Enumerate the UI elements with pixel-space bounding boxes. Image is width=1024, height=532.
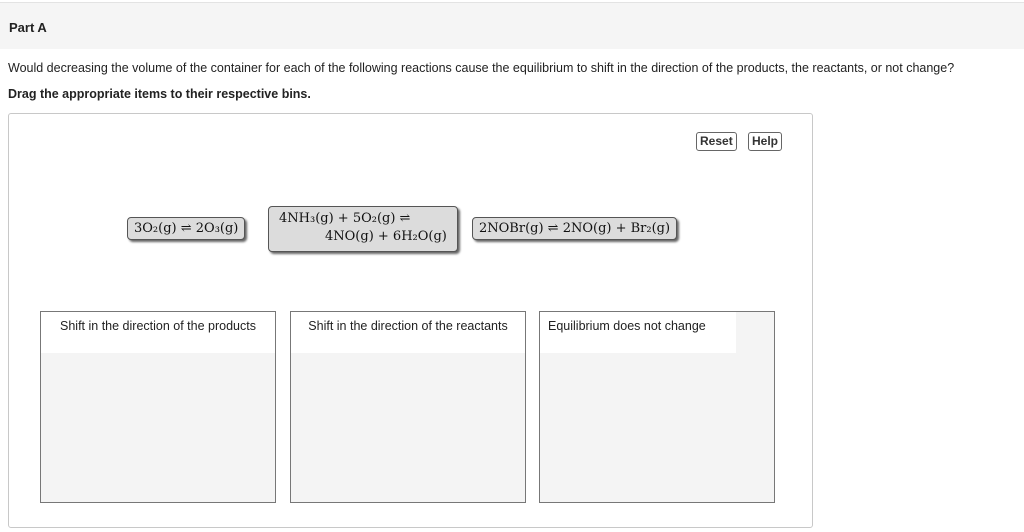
part-header	[0, 2, 1024, 49]
reaction-text: 2NOBr(g) ⇌ 2NO(g) + Br₂(g)	[479, 221, 671, 236]
reaction-text-line2: 4NO(g) + 6H₂O(g)	[325, 229, 447, 244]
draggable-reaction-ozone[interactable]	[127, 217, 245, 240]
bin-label: Shift in the direction of the reactants	[291, 312, 525, 353]
bin-label: Equilibrium does not change	[540, 312, 736, 353]
bin-label: Shift in the direction of the products	[41, 312, 275, 353]
reaction-text-line1: 4NH₃(g) + 5O₂(g) ⇌	[279, 211, 411, 226]
question-text: Would decreasing the volume of the container for each of the following reactions cause the equilibrium to shift in the direction of the products, the reactants, or not change?	[8, 61, 955, 75]
help-button[interactable]: Help	[748, 132, 782, 151]
bin-reactants[interactable]	[290, 311, 526, 503]
instruction-text: Drag the appropriate items to their respective bins.	[8, 87, 311, 101]
bin-no-change[interactable]	[539, 311, 775, 503]
bin-products[interactable]	[40, 311, 276, 503]
reaction-text: 3O₂(g) ⇌ 2O₃(g)	[134, 221, 239, 236]
reset-button[interactable]: Reset	[696, 132, 737, 151]
part-title: Part A	[9, 20, 47, 35]
draggable-reaction-nobr[interactable]	[472, 217, 677, 240]
draggable-reaction-ammonia[interactable]	[268, 206, 458, 252]
